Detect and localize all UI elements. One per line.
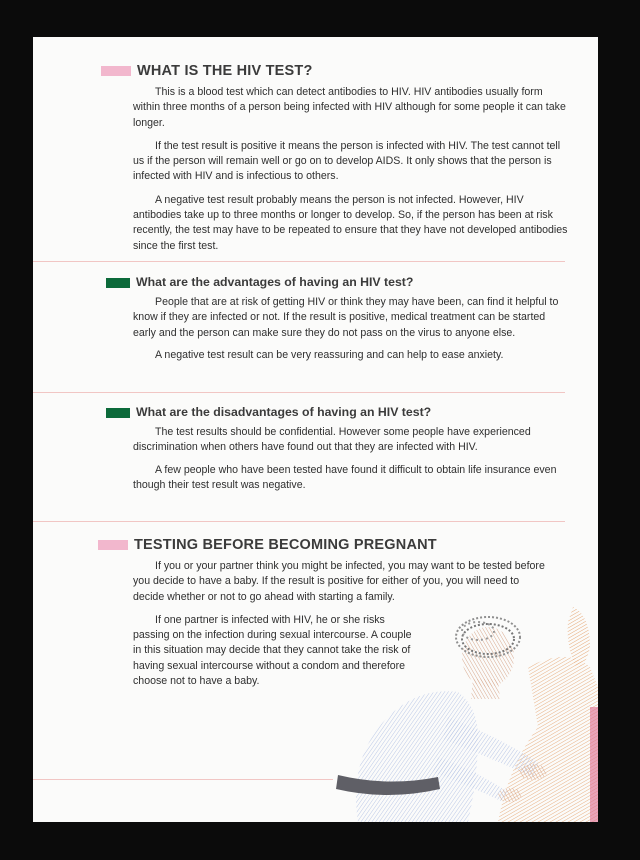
section-what-is-hiv-test	[33, 63, 598, 254]
section-disadvantages	[33, 405, 598, 493]
bottom-divider	[33, 779, 333, 780]
green-marker-bar	[106, 408, 130, 418]
section-divider	[33, 392, 565, 393]
pink-marker-bar	[98, 540, 128, 550]
heading-text: TESTING BEFORE BECOMING PREGNANT	[134, 537, 437, 553]
heading-text: What are the advantages of having an HIV test?	[136, 275, 414, 289]
paragraph: A negative test result can be very reassuring and can help to ease anxiety.	[155, 348, 504, 361]
section-advantages	[33, 275, 598, 363]
nurse-blood-test-illustration	[328, 607, 598, 822]
heading-text: WHAT IS THE HIV TEST?	[137, 63, 313, 79]
paragraph: People that are at risk of getting HIV or think they may have been, can find it helpful to know if they are infected or not. If the result is positive, medical treatment can be started early and the person can make sure they do not pass on the virus to anyone else.	[133, 296, 559, 339]
paragraph: If you or your partner think you might be infected, you may want to be tested before you decide to have a baby. If the result is positive for either of you, you will need to decide whether or not to go ahead with starting a family.	[133, 560, 545, 603]
section-heading	[98, 537, 598, 553]
paragraph: If the test result is positive it means the person is infected with HIV. The test cannot tell us if the person will remain well or go on to develop AIDS. It only shows that the person is infected with HIV and is infectious to others.	[133, 139, 561, 183]
leaflet-page	[33, 37, 598, 822]
paragraph: This is a blood test which can detect antibodies to HIV. HIV antibodies usually form within three months of a person being infected with HIV although for some people it can take longer.	[133, 86, 566, 129]
paragraph: A negative test result probably means the person is not infected. However, HIV antibodies take up to three months or longer to develop. So, if the person has been at risk recently, the test may have to be repeated to ensure that they have not developed antibodies since the first test.	[133, 193, 568, 252]
paragraph: A few people who have been tested have found it difficult to obtain life insurance even though their test result was negative.	[133, 463, 557, 491]
section-divider	[33, 521, 565, 522]
heading-text: What are the disadvantages of having an HIV test?	[136, 405, 432, 419]
section-heading	[106, 275, 598, 289]
section-heading	[101, 63, 598, 79]
paragraph: The test results should be confidential. However some people have experienced discrimination when others have found out that they are infected with HIV.	[133, 426, 531, 454]
section-heading	[106, 405, 598, 419]
green-marker-bar	[106, 278, 130, 288]
pink-marker-bar	[101, 66, 131, 76]
section-divider	[33, 261, 565, 262]
paragraph: If one partner is infected with HIV, he or she risks passing on the infection during sexual intercourse. A couple in this situation may decide that they cannot take the risk of having sexual intercourse without a condom and therefore choose not to have a baby.	[133, 613, 412, 688]
